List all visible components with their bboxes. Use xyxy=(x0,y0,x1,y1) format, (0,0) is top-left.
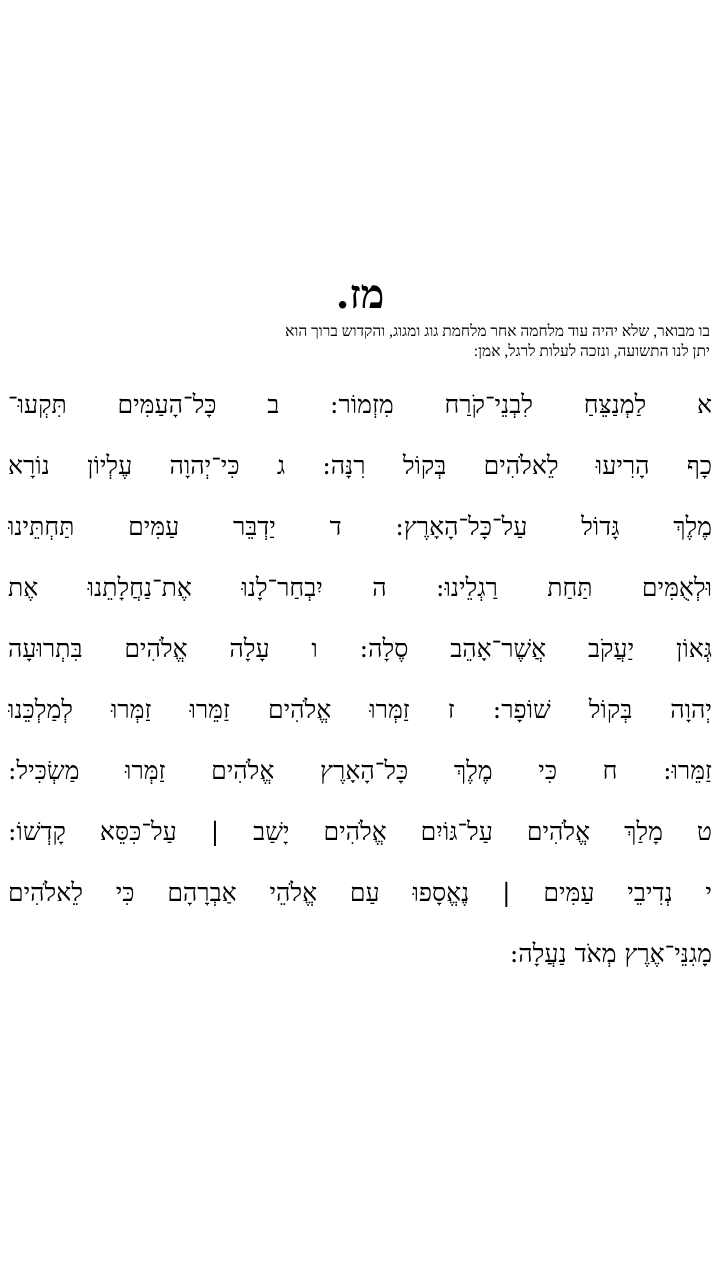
verse-line: גְּאוֹן יַעֲקֹב אֲשֶׁר־אָהֵב סֶלָה: ו עָלָה אֱלֹהִים בִּתְרוּעָה xyxy=(8,634,712,663)
verse-line: וּלְאֻמִּים תַּחַת רַגְלֵינוּ: ה יִבְחַר־לָנוּ אֶת־נַחֲלָתֵנוּ אֶת xyxy=(8,573,712,602)
chapter-introduction xyxy=(10,322,710,362)
verse-line: א לַמְנַצֵּחַ לִבְנֵי־קֹרַח מִזְמוֹר: ב כָּל־הָעַמִּים תִּקְעוּ־ xyxy=(8,390,712,419)
verse-line: יְהוָה בְּקוֹל שׁוֹפָר: ז זַמְּרוּ אֱלֹהִים זַמֵּרוּ זַמְּרוּ לְמַלְכֵּנוּ xyxy=(8,695,712,724)
verse-line: זַמֵּרוּ: ח כִּי מֶלֶךְ כָּל־הָאָרֶץ אֱלֹהִים זַמְּרוּ מַשְׂכִּיל: xyxy=(8,756,712,785)
verse-line-final: מָגִנֵּי־אֶרֶץ מְאֹד נַעֲלָה: xyxy=(509,939,712,968)
chapter-number: מז. xyxy=(335,271,385,318)
verse-line: מֶלֶךְ גָּדוֹל עַל־כָּל־הָאָרֶץ: ד יַדְבֵּר עַמִּים תַּחְתֵּינוּ xyxy=(8,512,712,541)
intro-line-1: בו מבואר, שלא יהיה עוד מלחמה אחר מלחמת גוג ומגוג, והקדוש ברוך הוא xyxy=(285,323,710,340)
psalm-text xyxy=(8,385,712,995)
verse-line: ט מָלַךְ אֱלֹהִים עַל־גּוֹיִם אֱלֹהִים יָשַׁב | עַל־כִּסֵּא קָדְשׁוֹ: xyxy=(8,817,712,846)
intro-line-2: יתן לנו התשועה, ונזכה לעלות לרגל, אמן: xyxy=(473,343,710,360)
verse-line: י נְדִיבֵי עַמִּים | נֶאֱסָפוּ עַם אֱלֹהֵי אַבְרָהָם כִּי לֵאלֹהִים xyxy=(8,878,712,907)
verse-line: כָף הָרִיעוּ לֵאלֹהִים בְּקוֹל רִנָּה: ג כִּי־יְהוָה עֶלְיוֹן נוֹרָא xyxy=(8,451,712,480)
